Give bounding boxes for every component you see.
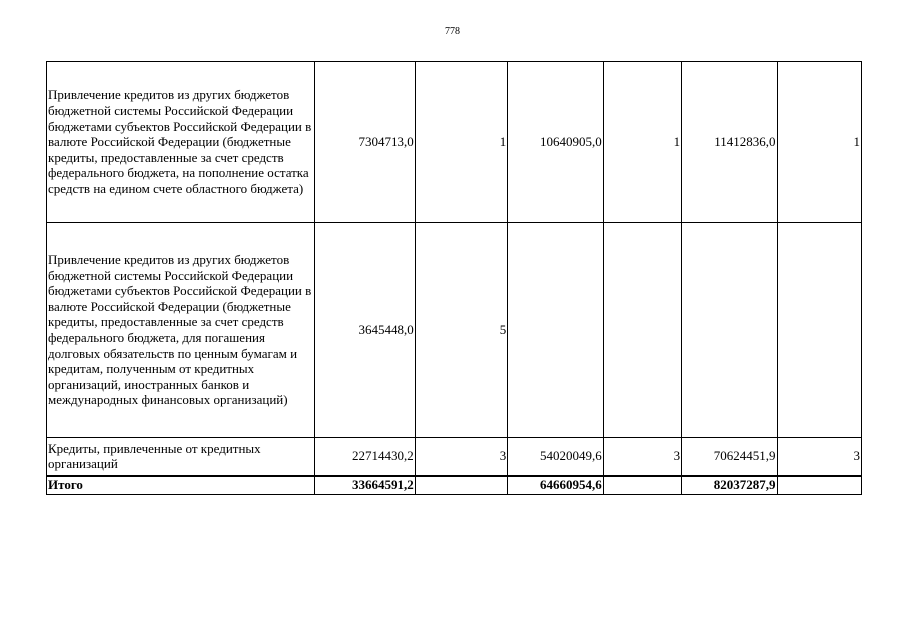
empty-cell (777, 476, 861, 495)
amount-cell: 11412836,0 (682, 62, 777, 223)
amount-cell: 7304713,0 (315, 62, 415, 223)
row-name-cell: Кредиты, привлеченные от кредитных организаций (47, 438, 315, 476)
rank-cell: 3 (415, 438, 507, 476)
row-name-cell: Привлечение кредитов из других бюджетов бюджетной системы Российской Федерации бюджетами субъектов Российской Федерации в валюте Российской Федерации (бюджетные кредиты, предоставленные за счет средств федерального бюджета, на пополнение остатка средств на едином счете областного бюджета) (47, 62, 315, 223)
table-row (47, 438, 862, 476)
amount-cell: 22714430,2 (315, 438, 415, 476)
rank-cell: 1 (777, 62, 861, 223)
rank-cell: 1 (415, 62, 507, 223)
total-amount-cell: 33664591,2 (315, 476, 415, 495)
rank-cell: 3 (777, 438, 861, 476)
empty-cell (415, 476, 507, 495)
rank-cell: 1 (603, 62, 681, 223)
row-name-cell: Привлечение кредитов из других бюджетов бюджетной системы Российской Федерации бюджетами субъектов Российской Федерации в валюте Российской Федерации (бюджетные кредиты, предоставленные за счет средств федерального бюджета, для погашения долговых обязательств по ценным бумагам и кредитам, полученным от кредитных организаций, иностранных банков и международных финансовых организаций) (47, 223, 315, 438)
rank-cell (603, 223, 681, 438)
rank-cell: 5 (415, 223, 507, 438)
amount-cell: 70624451,9 (682, 438, 777, 476)
rank-cell (777, 223, 861, 438)
amount-cell (508, 223, 603, 438)
amount-cell: 10640905,0 (508, 62, 603, 223)
total-amount-cell: 82037287,9 (682, 476, 777, 495)
rank-cell: 3 (603, 438, 681, 476)
amount-cell (682, 223, 777, 438)
amount-cell: 54020049,6 (508, 438, 603, 476)
page-number: 778 (445, 26, 460, 37)
total-amount-cell: 64660954,6 (508, 476, 603, 495)
total-label: Итого (47, 476, 315, 495)
table-row (47, 62, 862, 223)
total-row (47, 476, 862, 495)
empty-cell (603, 476, 681, 495)
table-row (47, 223, 862, 438)
amount-cell: 3645448,0 (315, 223, 415, 438)
borrowing-table (46, 61, 862, 495)
